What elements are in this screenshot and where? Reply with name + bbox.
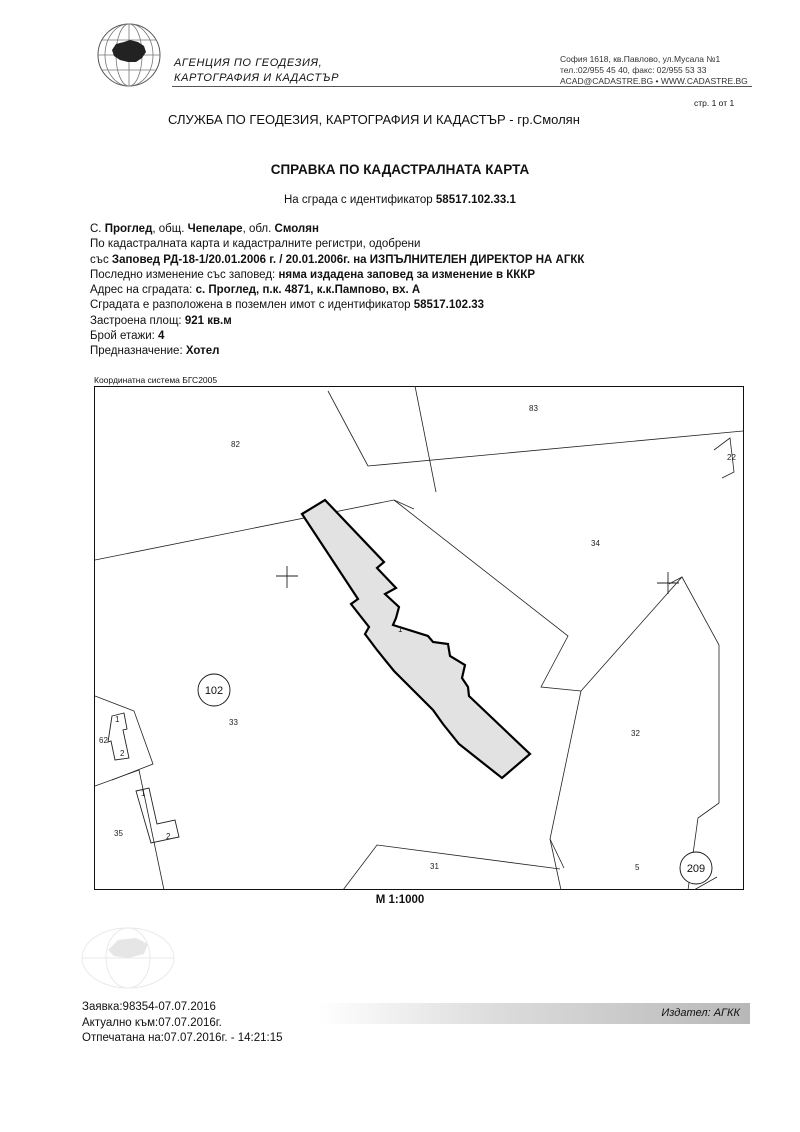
- label-parcel-35: 35: [114, 829, 123, 838]
- service-title: СЛУЖБА ПО ГЕОДЕЗИЯ, КАРТОГРАФИЯ И КАДАСТЪР - гр.Смолян: [168, 112, 580, 127]
- region-prefix: , обл.: [242, 223, 272, 235]
- last-change-line: [90, 268, 584, 283]
- municipality: Чепеларе: [187, 223, 243, 235]
- printed-on: Отпечатана на:07.07.2016г. - 14:21:15: [82, 1032, 283, 1044]
- identifier-label: На сграда с идентификатор: [284, 194, 433, 206]
- label-parcel-5: 5: [635, 863, 640, 872]
- label-small-building-2: 2: [120, 749, 125, 758]
- label-small-building-1b: 1: [141, 789, 146, 798]
- agency-name: [174, 56, 374, 86]
- last-change-value: няма издадена заповед за изменение в КККР: [278, 268, 535, 281]
- location-line: [90, 222, 584, 237]
- header-divider: [172, 86, 752, 87]
- municipality-prefix: , общ.: [152, 223, 185, 235]
- agency-globe-logo: [96, 22, 162, 88]
- agency-address: София 1618, кв.Павлово, ул.Мусала №1: [560, 54, 721, 64]
- approval-line2: [90, 253, 584, 268]
- label-parcel-33: 33: [229, 718, 238, 727]
- label-parcel-31: 31: [430, 862, 439, 871]
- label-small-building-1: 1: [115, 715, 120, 724]
- label-parcel-34: 34: [591, 539, 600, 548]
- floors-label: Брой етажи:: [90, 330, 155, 343]
- address-label: Адрес на сградата:: [90, 284, 193, 297]
- zone-label-102: 102: [204, 685, 224, 697]
- label-parcel-22: 22: [727, 453, 736, 462]
- agency-phones: тел.:02/955 45 40, факс: 02/955 53 33: [560, 65, 707, 75]
- purpose-label: Предназначение:: [90, 345, 183, 358]
- label-small-building-2b: 2: [166, 832, 171, 841]
- agency-name-line2: КАРТОГРАФИЯ И КАДАСТЪР: [174, 72, 340, 84]
- parcel-line: [90, 298, 584, 313]
- parcel-value: 58517.102.33: [413, 299, 485, 312]
- agency-email-web: ACAD@CADASTRE.BG • WWW.CADASTRE.BG: [560, 76, 748, 86]
- building-details: [90, 222, 584, 360]
- address-value: с. Проглед, п.к. 4871, к.к.Пампово, вх. А: [195, 284, 421, 297]
- approval-order: Заповед РД-18-1/20.01.2006 г. / 20.01.2006г. на ИЗПЪЛНИТЕЛЕН ДИРЕКТОР НА АГКК: [111, 253, 585, 266]
- watermark-logo: [78, 910, 178, 990]
- identifier-value: 58517.102.33.1: [435, 194, 516, 206]
- floors-line: [90, 329, 584, 344]
- approval-line1: По кадастралната карта и кадастралните регистри, одобрени: [90, 238, 421, 251]
- region: Смолян: [274, 223, 319, 235]
- label-building-1: 1: [398, 625, 403, 634]
- address-line: [90, 283, 584, 298]
- built-area-label: Застроена площ:: [90, 314, 182, 327]
- request-number: Заявка:98354-07.07.2016: [82, 1001, 216, 1013]
- built-area-line: [90, 314, 584, 329]
- floors-value: 4: [158, 330, 165, 343]
- map-scale: М 1:1000: [375, 894, 425, 906]
- purpose-line: [90, 344, 584, 359]
- building-identifier-line: [284, 194, 516, 206]
- agency-name-line1: АГЕНЦИЯ ПО ГЕОДЕЗИЯ,: [174, 57, 323, 69]
- cadastral-map: [94, 386, 744, 890]
- publisher: Издател: АГКК: [661, 1007, 740, 1019]
- parcel-label: Сградата е разположена в поземлен имот с идентификатор: [90, 299, 411, 312]
- label-parcel-62: 62: [99, 736, 108, 745]
- label-parcel-83: 83: [529, 404, 538, 413]
- last-change-label: Последно изменение със заповед:: [90, 268, 276, 281]
- village-prefix: С.: [90, 223, 102, 235]
- coordinate-system: Координатна система БГС2005: [94, 375, 218, 385]
- built-area-value: 921 кв.м: [184, 314, 232, 327]
- village: Проглед: [104, 223, 153, 235]
- label-parcel-82: 82: [231, 440, 240, 449]
- approval-prefix: със: [90, 253, 109, 266]
- agency-contacts: [560, 54, 748, 87]
- zone-label-209: 209: [686, 863, 706, 875]
- purpose-value: Хотел: [185, 345, 220, 358]
- footer-info: [82, 1000, 283, 1047]
- document-title: СПРАВКА ПО КАДАСТРАЛНАТА КАРТА: [270, 162, 530, 177]
- label-parcel-32: 32: [631, 729, 640, 738]
- current-as-of: Актуално към:07.07.2016г.: [82, 1016, 222, 1029]
- page-number: стр. 1 от 1: [694, 98, 735, 108]
